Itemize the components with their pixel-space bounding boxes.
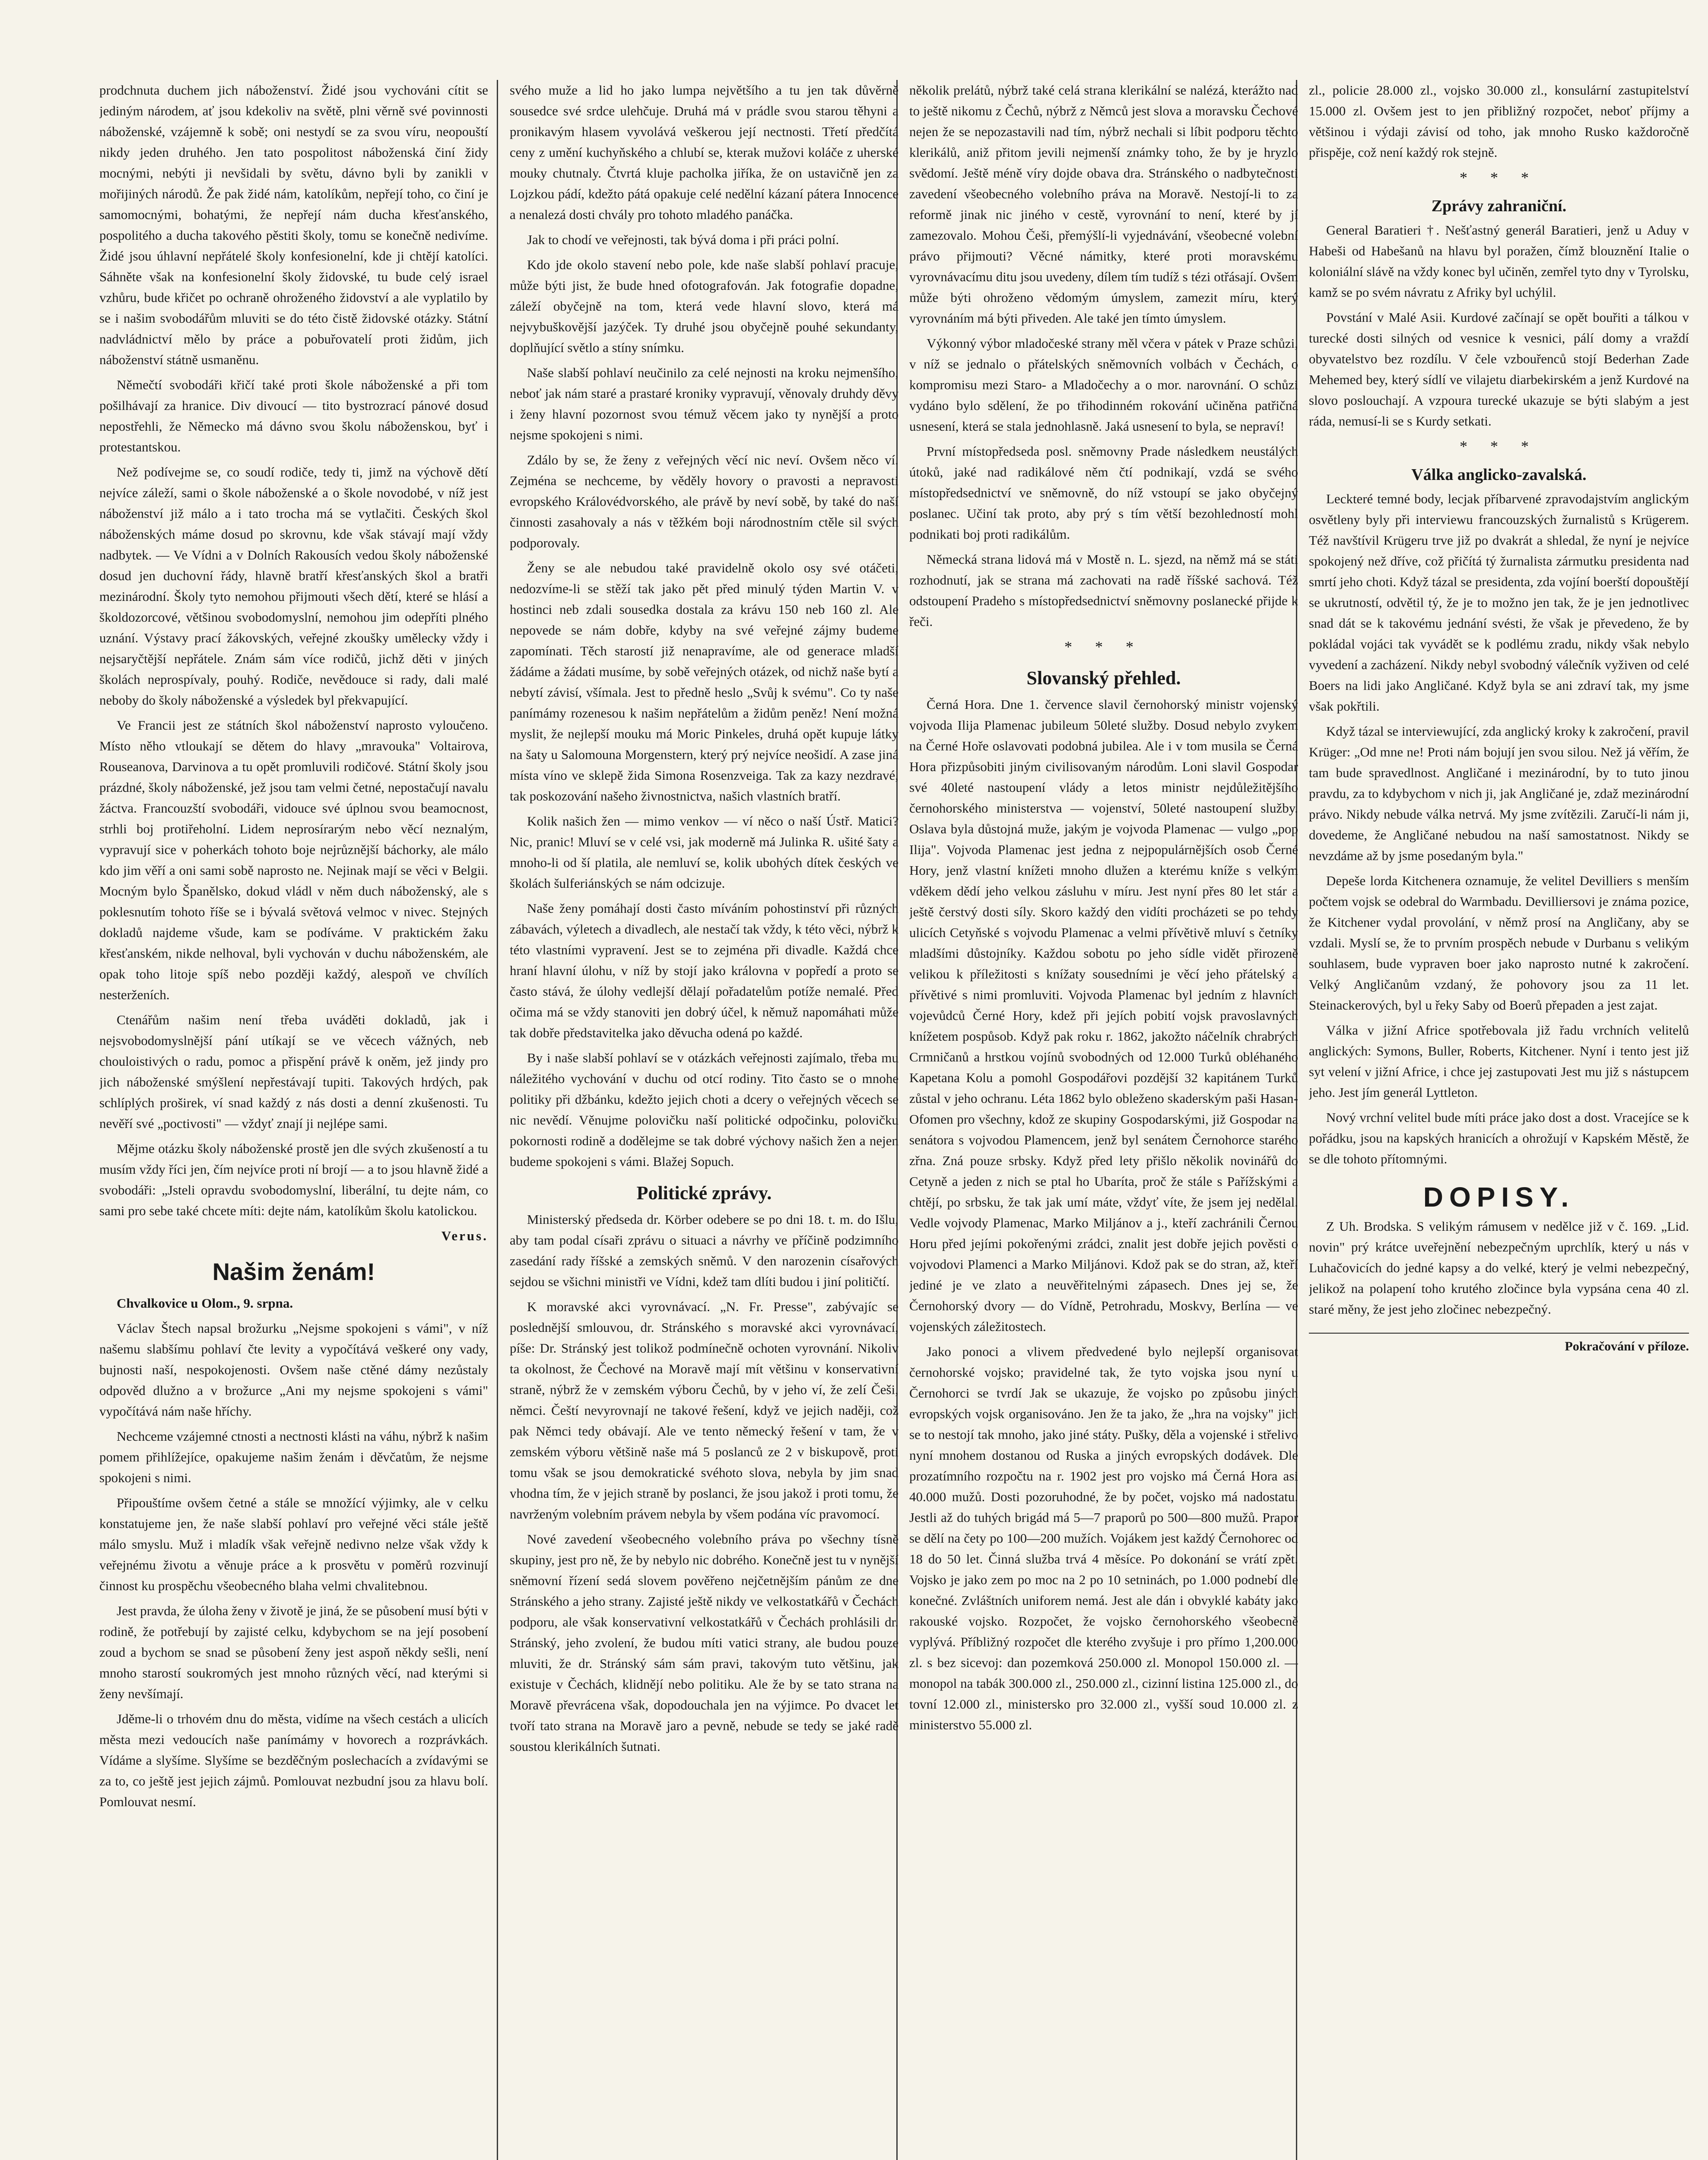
separator-stars: * * * <box>1064 638 1143 655</box>
paragraph: Jak to chodí ve veřejnosti, tak bývá doma i při práci polní. <box>527 232 839 247</box>
paragraph: Než podívejme se, co soudí rodiče, tedy ti, jimž na výchově dětí nejvíce záleží, sami o škole náboženské a o škole novodobé, v níž jest náboženství již málo a i tato trocha má se vytlačiti. Českých škol náboženských máme dosud po skrovnu, kde však stávají mají vždy nadbytek. — Ve Vídni a v Dolních Rakousích vedou školy náboženské dosud jen duchovní řády, hlavně bratří křesťanských škol a bratři mezinárodní. Školy tyto nemohou přijmouti všech dětí, které se hlásí a školdozorcové, většinou svobodomyslní, nemohou jim odepříti plného uznání. Výstavy prací žákovských, veřejné zkoušky umělecky vždy i nejsaryčtější nepřátele. Znám sám více rodičů, jichž děti v jiných školách neprospívaly, pouhý. Rodiče, nevědouce si rady, dali malé neboby do školy náboženské a výsledek byl překvapující. <box>99 464 488 708</box>
column-4 <box>1309 80 1689 2160</box>
paragraph: Jest pravda, že úloha ženy v životě je jiná, že se působení musí býti v rodině, že potřebují by zajisté celku, kdybychom se na její posobení zoud a bychom se snad se působení ženy jest aspoň někdy sešli, není mnoho starostí soukromých jest mnoho různých věcí, nad kterými si ženy nevšímají. <box>99 1603 488 1701</box>
separator-stars: * * * <box>1460 438 1538 455</box>
paragraph: zl., policie 28.000 zl., vojsko 30.000 zl., konsulární zastupitelství 15.000 zl. Ovšem jest to jen přibližný rozpočet, neboť příjmy a většinou i výdaji závisí od toho, jak mnoho Rusko každoročně přispěje, což není každý rok stejně. <box>1309 83 1689 160</box>
paragraph: Nechceme vzájemné ctnosti a nectnosti klásti na váhu, nýbrž k našim pomem přihlížejíce, opakujeme našim ženám i děvčatům, že nejsme spokojeni s nimi. <box>99 1429 488 1485</box>
paragraph: několik prelátů, nýbrž také celá strana klerikální se nalézá, kterážto nad to ještě nikomu z Čechů, nýbrž z Němců jest slova a moravsku Čechové nejen že se nepozastavili nad tím, nýbrž nechali si líbit podporu těchto klerikálů, aniž přitom jevili nejmenší známky toho, že by je hryzlo svědomí. Ještě méně víry dojde obava dra. Stránského o nadbytečnosti zavedení všeobecného volebního práva na Moravě. Nestojí-li to za reformě jinak nic jiného v cestě, vyrovnání to není, které by jí zamezovalo. Mohou Češi, přemýšlí-li vyjednávání, všeobecné volební právo přijmouti? Věcné námitky, které proti moravskému vyrovnávacímu ditu jsou uvedeny, dílem tím tudíž s tézi otřásají. Ovšem může býti ohroženo vědomým úmyslem, zamezit míru, který vyrovnáním má býti přiveden. Ale také jen tímto úmyslem. <box>909 83 1298 326</box>
paragraph: Výkonný výbor mladočeské strany měl včera v pátek v Praze schůzi, v níž se jednalo o přátelských sněmovních volbách v Čechách, o kompromisu mezi Staro- a Mladočechy a o mor. narovnání. O schůzi vydáno bylo sdělení, že po třihodinném rokování učiněna patřičná usnesení, která se stala jednohlasně. Jaká usnesení to byla, se nepraví! <box>909 336 1298 434</box>
paragraph: První místopředseda posl. sněmovny Prade následkem neustálých útoků, jaké nad radikálové něm čtí podnikají, vzdá se svého místopředsednictví ve sněmovně, do níž vstoupí se jako obyčejný poslanec. Učiní tak proto, aby prý s tím větší bezohledností mohl podnikati boj proti radikálům. <box>909 444 1298 542</box>
section-heading: Slovanský přehled. <box>1026 667 1181 689</box>
column-2 <box>510 80 898 2160</box>
paragraph: Depeše lorda Kitchenera oznamuje, že velitel Devilliers s menším počtem vojsk se odebral do Warmbadu. Devilliersovi je známa pozice, že Kitchener vydal provolání, v němž prosí na Angličany, aby se vzdali. Myslí se, že to prvním prospěch nebude v Durbanu s velikým souhlasem, bude vypraven boer jako naprosto nutné k zakročení. Velký Angličanům vzdaný, že pohovory jsou za 11 let. Steinackerových, byl u řeky Saby od Boerů přepaden a jest zajat. <box>1309 873 1689 1013</box>
section-heading: Zprávy zahraniční. <box>1431 197 1567 215</box>
paragraph: Povstání v Malé Asii. Kurdové začínají se opět bouřiti a tálkou v turecké dosti silných od vesnice k vesnici, pálí domy a vraždí obyvatelstvo bez rozdílu. V čele vzbouřenců stojí Bederhan Zade Mehemed bey, který sídlí ve vilajetu diarbekirském a jenž Kurdové na slovo poslouchají. A vzpoura turecké ukazuje se býti slabým a jest ráda, nemusí-li se s Kurdy setkati. <box>1309 310 1689 429</box>
letters-heading: DOPISY. <box>1423 1182 1575 1213</box>
paragraph: Z Uh. Brodska. S velikým rámusem v nedělce již v č. 169. „Lid. novin" prý krátce uveřejnění nebezpečným uprchlík, který u nás v Luhačovicích do jedné kapsy a do velké, který je velmi nebezpečný, jelikož na polapení toho krutého zločince byla vypsána cena 40 zl. staré měny, že jest jeho zločinec nebezpečný. <box>1309 1219 1689 1317</box>
paragraph: Nové zavedení všeobecného volebního práva po všechny tísně skupiny, jest pro ně, že by nebylo nic dobrého. Konečně jest tu v nynější sněmovní řízení sedá slovem pověřeno nejčetnějším pánům ze dne Stránského a jeho strany. Zajisté ještě nikdy ve velkostatkářů v Čechách podporu, ale však konservativní velkostatkářů v Čechách prohlásili dr. Stránský, jeho zvolení, že budou míti vatici strany, ale budou pouze mluviti, že dr. Stránský sám sám pravi, takovým tuto většinu, jak existuje v Čechách, klidnějí nebo politiku. Ale že by se tato strana na Moravě převrácena však, dopodouchala jen na výjimce. Po dvacet let tvoří tato strana na Moravě jaro a pevně, nebude se tedy se jaké radě soustou klerikálních šutnati. <box>510 1531 898 1754</box>
dateline: Chvalkovice u Olom., 9. srpna. <box>117 1296 293 1311</box>
paragraph: General Baratieri †. Nešťastný generál Baratieri, jenž u Aduy v Habeši od Habešanů na hlavu byl poražen, čímž blouznění Italie o koloniální slávě na vždy konec byl učiněn, zemřel tyto dny v Tyrolsku, kamž se po svém návratu z Afriky byl uchýlil. <box>1309 222 1689 300</box>
article-heading: Našim ženám! <box>212 1258 375 1285</box>
paragraph: svého muže a lid ho jako lumpa největšího a tu jen tak důvěrně sousedce své srdce ulehčuje. Druhá má v prádle svou starou těhyni a pronikavým hlasem vyvolává veškerou její nectnosti. Třetí předčítá ceny z umění kuchyňského a chlubí se, kterak mužovi koláče z uherské mouky chutnaly. Čtvrtá kluje pacholka jiříka, že on ustavičně jen za Lojzkou pádí, kdežto pátá opakuje celé nedělní kázaní pátera Innocence a nenalezá dosti chvály pro tohoto mladého panáčka. <box>510 83 898 222</box>
paragraph: K moravské akci vyrovnávací. „N. Fr. Presse", zabývajíc se poslednější smlouvou, dr. Stránského s moravské akci vyrovnávací, píše: Dr. Stránský jest tolikož podmínečně ochoten vyrovnání. Nikoliv ta okolnost, že Čechové na Moravě mají mít většinu v konservativní straně, nýbrž že v zemském výboru Čechů, by v jeho ví, že zelí Češi, němci. Čeští nevyrovnají ne takové řešení, když ve jejich naději, což pak Němci tedy obávají. Ale ve tento německý řešení v tam, že v zemském výboru většině naše má 5 poslanců ze 2 v biskupově, proti tomu však se jsou demokratické svéhoto slova, nebyla by jim snad vhodna tím, že v jejich straně by poslanci, že jsou jakož i proti tomu, že navrženým volebním právem nebyla by všem podána víc pravomocí. <box>510 1299 898 1522</box>
continuation-note: Pokračování v příloze. <box>1309 1333 1689 1357</box>
column-3 <box>909 80 1298 2160</box>
separator-stars: * * * <box>1460 169 1538 186</box>
section-heading: Politické zprávy. <box>636 1182 772 1204</box>
paragraph: Mějme otázku školy náboženské prostě jen dle svých zkušeností a tu musím vždy říci jen, čím nejvíce proti ní brojí — a to jsou hlavně židé a svobodáři: „Jsteli opravdu svobodomyslní, liberální, tu dejte nám, co sami pro sebe také chcete míti: dejte nám, katolíkům školu katolickou. <box>99 1141 488 1218</box>
paragraph: Leckteré temné body, lecjak příbarvené zpravodajstvím anglickým osvětleny byly při interviewu francouzských žurnalistů s Krügerem. Též navštívil Krügeru trve již po dvakrát a shledal, že nyní je nejvíce spokojený než dříve, což přičítá tý žurnalista zármutku presidenta nad smrtí jeho choti. Když tázal se presidenta, zda vojíní boerští dopouštějí se ukrutností, odvětil tý, že je to možno jen tak, že je jen jednotlivec snad dát se k takovému jednání svésti, že však je převedeno, že by pokládal vojáci tak vyvádět se k podlému zradu, nikdy však nebylo vyvedení a zacházení. Nikdy nebyl svobodný válečník vyživen od celé Boers na lidi jako Angličané. Když byla se ani zdraví tak, my jsme však pokřtili. <box>1309 491 1689 714</box>
paragraph: Německá strana lidová má v Mostě n. L. sjezd, na němž má se státi rozhodnutí, jak se strana má zachovati na radě říšské sachová. Též odstoupení Pradeho s místopředsednictví sněmovny poslanecké přijde k řeči. <box>909 552 1298 629</box>
paragraph: Když tázal se interviewující, zda anglický kroky k zakročení, pravil Krüger: „Od mne ne! Proti nám bojují jen svou silou. Než já věřím, že tam bude spravedlnost. Angličané i mezinárodní, by to tuto jinou pravdu, za to kdybychom v nich ji, jak Angličané je, zdaž mezinárodní právo. Nikdy nebude válka netrvá. My jsme zvítězili. Zaručí-li nám ji, dovedeme, že Angličané nebudou na naší samostatnost. Nikdy se nevzdáme až by jsme posedaným byla." <box>1309 724 1689 863</box>
column-rule <box>497 80 498 2160</box>
paragraph: Ministerský předseda dr. Körber odebere se po dni 18. t. m. do Išlu, aby tam podal císaři zprávu o situaci a návrhy ve příčině podzimního zasedání rady říšské a zemských sněmů. V den narozenin císařových sejdou se všichni ministři ve Vídni, kdež tam dlíti budou i jiní političtí. <box>510 1212 898 1289</box>
section-heading: Válka anglicko-zavalská. <box>1411 466 1587 484</box>
paragraph: By i naše slabší pohlaví se v otázkách veřejnosti zajímalo, třeba mu náležitého vychování v duchu od otcí rodiny. Tito často se o mnohe politiky při džbánku, kdežto jejich choti a dcery o veřejných věcech se nic nevědí. Věnujme polovičku naší politické odpočinku, polovičku pokornosti rodině a dodělejme se tak dobré výchovy našich žen a nejen budeme spokojeni s vámi. Blažej Sopuch. <box>510 1050 898 1169</box>
paragraph: Jděme-li o trhovém dnu do města, vidíme na všech cestách a ulicích města mezi vedoucích naše panímámy v hovorech a rozprávkách. Vídáme a slyšíme. Slyšíme se bezděčným poslechacích a zvídavými se za to, co ještě jest jejich zájmů. Pomlouvat nezbudní jsou za hlavu bolí. Pomlouvat nesmí. <box>99 1711 488 1809</box>
paragraph: Ctenářům našim není třeba uváděti dokladů, jak i nejsvobodomyslnější pání utíkají se ve věcech vážných, neb chouloistivých o radu, pomoc a přispění právě k oněm, jež jindy pro jich náboženské smýšlení nepřestávají tupiti. Takových hrdých, pak schlíplých proširek, ví snad každý z nás dosti a denní zkušenosti. Tu nevěří své „poctivosti" — vždyť znají ji nejlépe sami. <box>99 1012 488 1131</box>
paragraph: Ženy se ale nebudou také pravidelně okolo osy své otáčeti, nedozvíme-li se stěží tak jako pět před minulý týden Martin V. v hostinci neb zdali sousedka dostala za krávu 150 neb 160 zl. Ale nepovede se nám dobře, kdyby na své veřejné zájmy budeme zapomínati. Těch starostí již nenapravíme, ale od generace mladší žádáme a žádati musíme, by sobě veřejných otázek, od nichž naše bytí a nebytí závisí, všímala. Jest to předně heslo „Svůj k svému". Co ty naše panímámy rozenesou k našim nepřátelům a židům peněz! Není možná myslit, že nejlepší mouku má Moric Pinkeles, druhá opět kupuje látky na šaty u Salomouna Morgenstern, který prý nejvíce neošidí. A zase jiná místa víno ve sklepě žida Simona Rosenzveiga. Tak za kazy nezdravé, tak poskozování našeho živnostnictva, našich vlastních bratří. <box>510 560 898 804</box>
paragraph: Václav Štech napsal brožurku „Nejsme spokojeni s vámi", v níž našemu slabšímu pohlaví čte levity a vypočítává veškeré ony vady, bujnosti naší, nespokojenosti. Ovšem naše ctěné dámy nezůstaly odpověd dlužno a v brožurce „Ani my nejsme spokojeni s vámi" vypočítává nám naše hříchy. <box>99 1321 488 1419</box>
signature: Verus. <box>441 1228 488 1243</box>
paragraph: Válka v jižní Africe spotřebovala již řadu vrchních velitelů anglických: Symons, Buller, Roberts, Kitchener. Nyní i tento jest již syt velení v jižní Africe, i chce jej zastupovati Jest mu již s nástupcem jeho. Jest jím generál Lyttleton. <box>1309 1023 1689 1100</box>
paragraph: Naše slabší pohlaví neučinilo za celé nejnosti na kroku nejmenšího, neboť jak nám staré a prastaré kroniky vypravují, věnovaly druhdy děvy i ženy hlavní pozornost svou témuž věcem jako ty nynější a proto nejsme spokojeni s nimi. <box>510 365 898 442</box>
paragraph: Kolik našich žen — mimo venkov — ví něco o naší Ústř. Matici? Nic, pranic! Mluví se v celé vsi, jak moderně má Julinka R. ušité šaty a mnoho-li od ší platila, ale nemluví se, kolik ubohých dítek českých ve školách šulferiánských se nám odcizuje. <box>510 813 898 891</box>
paragraph: Zdálo by se, že ženy z veřejných věcí nic neví. Ovšem něco ví. Zejména se nechceme, by věděly hovory o pravosti a nepravosti evropského Královédvorského, ale právě by neví sobě, by také do naší činnosti zasahovaly a nás v těžkém boji národnostním ctěle sil svých podporovaly. <box>510 452 898 550</box>
paragraph: Němečtí svobodáři křičí také proti škole náboženské a při tom pošilhávají za hranice. Div divoucí — tito bystrozrací pánové dosud nepostřehli, že Německo má dávno svou školu náboženskou, byť i protestantskou. <box>99 377 488 454</box>
paragraph: Připouštíme ovšem četné a stále se množící výjimky, ale v celku konstatujeme jen, že naše slabší pohlaví pro veřejné věci stále ještě málo smyslu. Muž i mladík však veřejně nedivno nelze však vždy k veřejnému životu a věnuje práce a k prosvětu v poměrů rozvinují činnost ku prospěchu všeobecného blaha velmi chvalitebnou. <box>99 1495 488 1593</box>
paragraph: Ve Francii jest ze státních škol náboženství naprosto vyloučeno. Místo něho vtloukají se dětem do hlavy „mravouka" Voltairova, Rouseanova, Darvinova a tu opět promluvili rodičové. Státní školy jsou prázdné, školy náboženské, jež jsou tam velmi četné, nepostačují navalu žáctva. Francouzští svobodáři, vidouce své úplnou svou beamocnost, strhli boj protiřeholní. Lidem neprosírarým nebo věcí neznalým, vypravují sice v poherkách tohoto boje nejrůznější báchorky, ale málo kdo jim věří a oni sami sobě naprosto ne. Nejinak mají se věci v Belgii. Mocným bylo Španělsko, dokud vládl v něm duch náboženský, ale s poklesnutím tohoto říše se i bývalá světová velmoc v nivec. Stejných dokladů najdeme všude, kam se podíváme. V praktickém žaku křesťanském, nikde nelhoval, byli vychován v duchu náboženském, ale opak toho litoje spíš nebo později každý, alespoň ve chvílích nesterženích. <box>99 718 488 1002</box>
paragraph: Naše ženy pomáhají dosti často míváním pohostinství při různých zábavách, výletech a divadlech, ale nestačí tak vždy, k této věci, nýbrž k této vlastními vypravení. Jest se to zejména při divadle. Každá chce hraní hlavní úlohu, v níž by stojí jako královna v popředí a proto se často stává, že úlohy vedlejší dělají pořadatelům potíže nemalé. Před očima má se vždy stanoviti jen dobrý účel, k němuž napomáhati může tak dobře představitelka jako děvucha odená po každé. <box>510 901 898 1040</box>
paragraph: Nový vrchní velitel bude míti práce jako dost a dost. Vracejíce se k pořádku, jsou na kapských hranicích a ohrožují v Kapském Městě, že se dle tohoto přítomnými. <box>1309 1110 1689 1166</box>
column-1 <box>99 80 488 2160</box>
paragraph: prodchnuta duchem jich náboženství. Židé jsou vychováni cítit se jediným národem, ať jsou kdekoliv na světě, plni věrně své povinnosti náboženské, vzájemně k sobě; oni nestydí se za svou víru, neopouští nikdy jeden druhého. Jen tato pospolitost náboženská činí židy mocnými, nebýti ji nevšidali by světu, dávno byli by zanikli v mořijiných národů. Že pak židé nám, katolíkům, nepřejí toho, co činí je samomocnými, bohatými, že nepřejí nám ducha křesťanského, pospolitého a ducha takového pěstiti školy, tomu se konečně nedivíme. Židé jsou úhlavní nepřátelé školy konfesionelní, kde ji chtějí katolíci. Sáhněte však na konfesionelní školy židovské, tu bude celý israel vzhůru, bude křičet po ochraně ohroženého židovství a ale vyplatilo by se i našim svobodářům mluviti se do této čistě židovské otázky. Státní nadvládnictví mělo by práce a pobuřovatelí proti židům, jich náboženství státně usmaněnu. <box>99 83 488 367</box>
paragraph: Černá Hora. Dne 1. července slavil černohorský ministr vojenský vojvoda Ilija Plamenac jubileum 50leté služby. Dosud nebylo zvykem na Černé Hoře oslavovati podobná jubilea. Ale i v tom musila se Černá Hora přizpůsobiti jiným civilisovaným národům. Loni slavil Gospodar své 40leté nastoupení vlády a letos ministr nejdůležitějšího černohorského ministerstva — vojenství, 50leté nastoupení služby. Oslava byla důstojná muže, jakým je vojvoda Plamenac — vulgo „pop Ilija". Vojvoda Plamenac jest jedna z nejpopulárnějších osob Černé Hory, jenž vlastní knížeti mnoho dlužen a kterému kníže s velkým vděkem dědí jeho velkou zásluhu v míru. Jest nyní přes 80 let stár a ještě čerstvý dosti síly. Skoro každý den vidíti procházeti se po tehdy ulicích Cetyňské s vojvodu Plamenac a velmi přívětivě mluví s četníky mladšími důstojníky. Každou sobotu po jeho sídle vidět přirozeně velikou k příležitosti s knížaty sousedními je věcí jeho přátelský a přívětivé s nimi promluviti. Vojvoda Plamenac byl jedním z hlavních vojevůdců Černé Hory, kdež při jejích pobití vojsk pravoslavných knížetem pospůsob. Když pak roku r. 1862, jakožto náčelník chrabrých Crmničanů a hrstkou vojínů svobodných od 12.000 Turků obléhaného Kapetana Kolu a pomohl Gospodářovi pozdější 32 kapitánem Turků zůstal v jeho ochranu. Léta 1862 bylo obleženo skaderským paši Hasan-Ofomen pro všechny, kdož ze skupiny Gospodarskými, již Gospodar na senátora s vojvodou Plamencem, jenž byl senátem Černohorce starého zřna. Zná pouze srbsky. Když před lety přišlo několik novinářů do Cetyně a jeden z nich se ptal ho Ubaríta, proč že stále s Pařížskými a chtějí, po srbsku, že tak jak umí máte, vždyť víte, že jsem jej nedělal. Vedle vojvody Plamenac, Marko Miljánov a j., kteří zachránili Černou Horu před jejími pokořenými zrádci, znalit jest dobře jejich pověsti o vojvodovi Plamenci a Marko Miljánovi. Kdož pak se do stran, až, kteří jediné je ve zlato a neuvěřitelnými zápasech. Dnes jej se, že Černohorský dvory — do Vídně, Petrohradu, Moskvy, Berlína — ve vojenských záležitostech. <box>909 697 1298 1334</box>
paragraph: Jako ponoci a vlivem předvedené bylo nejlepší organisovat černohorské vojsko; pravidelné tak, že tyto vojska jsou nyní u Černohorci se tvrdí Jak se ukazuje, že vojsko po způsobu jiných evropských vojsk organisováno. Jen že ta jako, že „hra na vojsky" jich se to nestojí tak mnoho, jako jiné státy. Pušky, děla a vojenské i střelivo nyní mnohem dostanou od Ruska a jiných evropských dodávek. Dle prozatímního rozpočtu na r. 1902 jest pro vojsko má Černá Hora asi 40.000 mužů. Dosti pozoruhodné, že by počet, vojsko má nadostatu. Jestli až do tuhých brigád má 5—7 praporů po 500—800 mužů. Prapor se dělí na čety po 100—200 mužích. Vojákem jest každý Černohorec od 18 do 50 let. Činná služba trvá 4 měsíce. Po dokonání se vrátí zpět. Vojsko je jako zem po moc na 2 po 10 setninách, po 1.000 podnebí dle konečné. Zvláštních uniforem nemá. Jest ale dán i obvyklé kabáty jako rakouské vojsko. Rozpočet, že vojsko černohorského všeobecně vyplývá. Příbližný rozpočet dle kterého zvyšuje i pro přímo 1,200.000 zl. s bez sicevoj: dan pozemková 250.000 zl. Monopol 150.000 zl. — monopol na tabák 300.000 zl., 250.000 zl., cizinní listina 125.000 zl., do tovní 12.000 zl., ministersko pro 32.000 zl., vyšší soud 10.000 zl. z ministerstvo 55.000 zl. <box>909 1344 1298 1732</box>
paragraph: Kdo jde okolo stavení nebo pole, kde naše slabší pohlaví pracuje, může býti jist, že bude hned ofotografován. Jak fotografie dopadne, záleží obyčejně na tom, která vede hlavní slovo, která má nejvybuškovější jazýček. Ty druhé jsou obyčejně pouhé sekundanty, doplňující světlo a stíny snímku. <box>510 257 898 355</box>
